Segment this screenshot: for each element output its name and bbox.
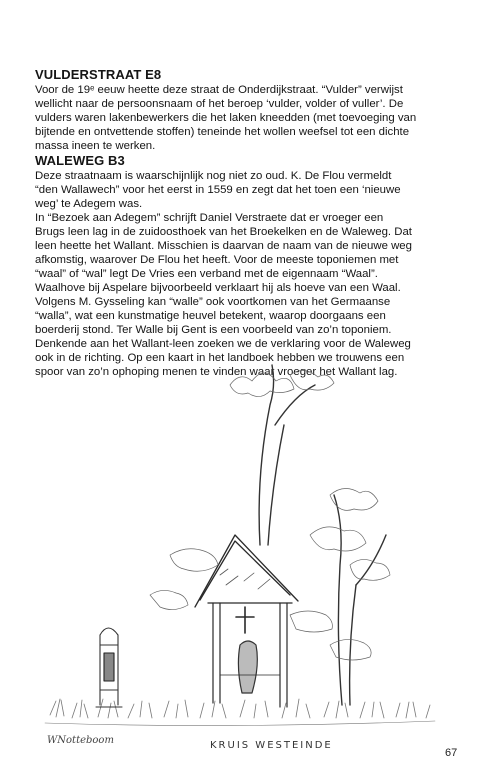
text-line: bijtende en ontvettende stoffen) teneinde het wollen weefsel tot een dichte bbox=[35, 126, 410, 138]
text-line: Waalhove bij Aspelare bijvoorbeeld verklaart hij als hoeve van een Waal. bbox=[35, 282, 401, 294]
shrine-roof bbox=[195, 535, 298, 607]
tree-trunks bbox=[259, 365, 386, 705]
text-line: Volgens M. Gysseling kan “walle” ook voortkomen van het Germaanse bbox=[35, 296, 391, 308]
text-line: “waal” of “wal” legt De Vries een verband met de eigennaam “Waal”. bbox=[35, 268, 378, 280]
grass-strokes bbox=[45, 699, 435, 726]
text-line: afkomstig, waarover De Flou het heeft. Voor de meeste toponiemen met bbox=[35, 254, 399, 266]
artist-signature: WNotteboom bbox=[47, 735, 114, 746]
pencil-sketch-wayside-shrine bbox=[30, 345, 450, 755]
illustration-caption: KRUIS WESTEINDE bbox=[210, 740, 333, 751]
text-line: weg’ te Adegem was. bbox=[35, 198, 143, 210]
pillar-shrine bbox=[96, 628, 122, 707]
text-line: wellicht naar de persoonsnaam of het beroep ‘vulder, volder of vuller’. De bbox=[35, 98, 404, 110]
section-heading-vulderstraat: VULDERSTRAAT E8 bbox=[35, 67, 162, 82]
text-line: “den Wallawech” voor het eerst in 1559 en zegt dat het toen een ‘nieuwe bbox=[35, 184, 401, 196]
text-line: spoor van zo’n ophoping menen te vinden waar vroeger het Wallant lag. bbox=[35, 366, 398, 378]
paragraph-vulderstraat bbox=[35, 83, 463, 153]
text-line: Deze straatnaam is waarschijnlijk nog niet zo oud. K. De Flou vermeldt bbox=[35, 170, 392, 182]
text-line: Denkende aan het Wallant-leen zoeken we de verklaring voor de Waleweg bbox=[35, 338, 411, 350]
text-line: boerderij stond. Ter Walle bij Gent is een voorbeeld van zo’n toponiem. bbox=[35, 324, 392, 336]
shrine-body bbox=[213, 603, 287, 707]
paragraph-waleweg-intro bbox=[35, 169, 463, 211]
text-line: massa ineen te werken. bbox=[35, 140, 156, 152]
text-line: vulders waren lakenbewerkers die het laken kneedden (met toevoeging van bbox=[35, 112, 417, 124]
text-line: In “Bezoek aan Adegem” schrijft Daniel Verstraete dat er vroeger een bbox=[35, 212, 384, 224]
text-line: Brugs leen lag in de zuidoosthoek van het Broekelken en de Waleweg. Dat bbox=[35, 226, 412, 238]
section-heading-waleweg: WALEWEG B3 bbox=[35, 153, 125, 168]
text-line: Voor de 19ᵉ eeuw heette deze straat de Onderdijkstraat. “Vulder” verwijst bbox=[35, 84, 403, 96]
text-line: “walla”, wat een kunstmatige heuvel betekent, waarop doorgaans een bbox=[35, 310, 386, 322]
page-number: 67 bbox=[445, 747, 458, 759]
text-line: leen heette het Wallant. Misschien is daarvan de naam van de nieuwe weg bbox=[35, 240, 412, 252]
text-line: ook in de richting. Op een kaart in het landboek hebben we trouwens een bbox=[35, 352, 405, 364]
